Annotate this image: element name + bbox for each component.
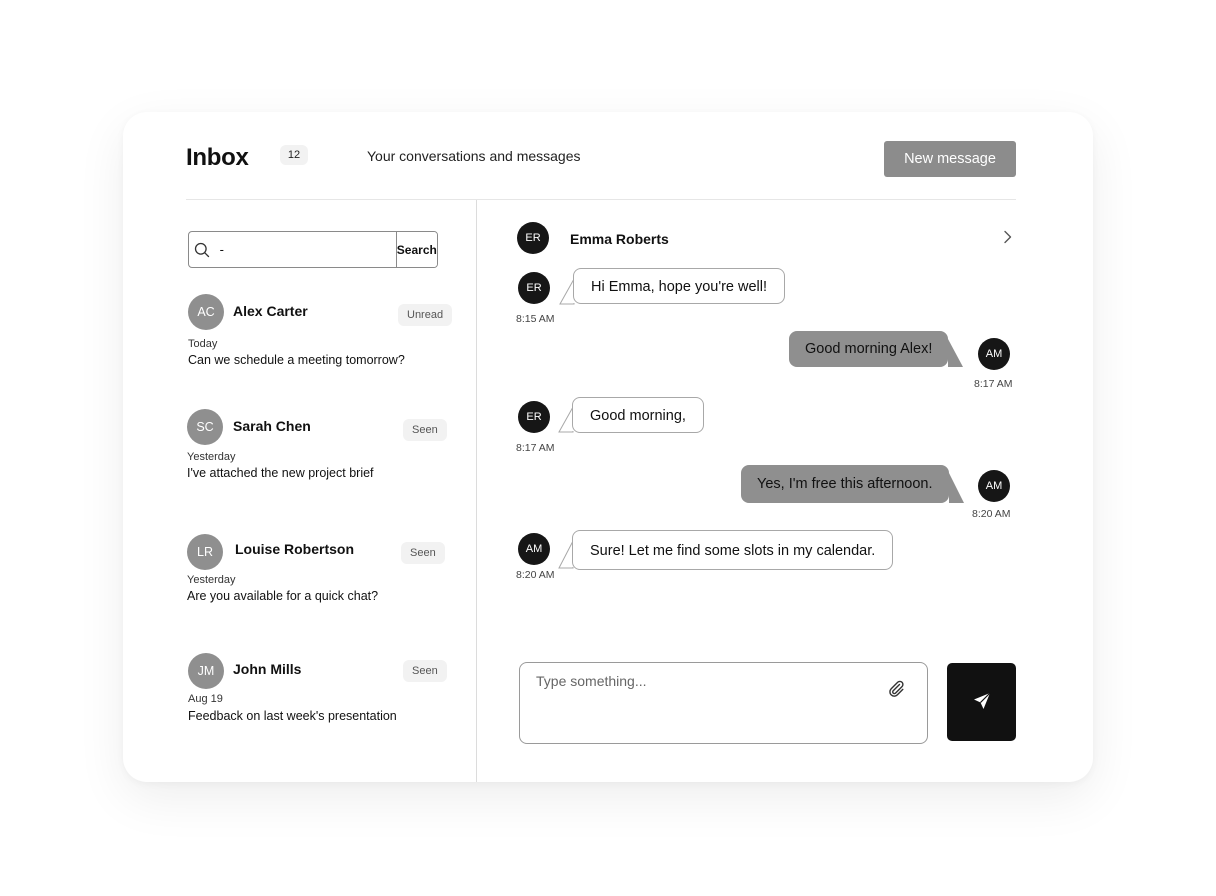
conversation-date: Today <box>188 338 218 350</box>
chat-contact-header[interactable] <box>517 221 1013 255</box>
send-button[interactable] <box>947 663 1016 741</box>
conversation-name: Alex Carter <box>233 303 308 319</box>
conversation-date: Yesterday <box>187 451 236 463</box>
contact-name: Emma Roberts <box>570 231 669 247</box>
message-bubble: Good morning, <box>572 397 704 433</box>
status-badge: Seen <box>401 542 445 564</box>
conversation-preview: I've attached the new project brief <box>187 466 374 480</box>
message-bubble: Hi Emma, hope you're well! <box>573 268 785 304</box>
message-avatar: ER <box>518 401 550 433</box>
search-button[interactable]: Search <box>396 232 437 267</box>
search-bar <box>188 231 438 268</box>
conversation-name: Sarah Chen <box>233 418 311 434</box>
message-bubble: Yes, I'm free this afternoon. <box>741 465 949 503</box>
conversation-date: Aug 19 <box>188 693 223 705</box>
conversation-name: Louise Robertson <box>235 541 355 557</box>
conversation-preview: Feedback on last week's presentation <box>188 709 397 723</box>
message-avatar: AM <box>978 470 1010 502</box>
message-composer <box>519 662 928 744</box>
message-avatar: AM <box>978 338 1010 370</box>
avatar: JM <box>188 653 224 689</box>
message-time: 8:15 AM <box>516 313 555 325</box>
status-badge: Seen <box>403 660 447 682</box>
message-time: 8:17 AM <box>974 378 1013 390</box>
status-badge: Unread <box>398 304 452 326</box>
status-badge: Seen <box>403 419 447 441</box>
page-title: Inbox <box>186 144 249 171</box>
chevron-right-icon <box>1003 230 1013 249</box>
message-time: 8:17 AM <box>516 442 555 454</box>
messaging-card <box>123 112 1093 782</box>
conversation-name: John Mills <box>233 661 302 677</box>
contact-avatar: ER <box>517 222 549 254</box>
column-divider <box>476 200 477 782</box>
avatar: AC <box>188 294 224 330</box>
message-avatar: ER <box>518 272 550 304</box>
conversation-preview: Are you available for a quick chat? <box>187 589 379 603</box>
search-input[interactable] <box>212 232 396 267</box>
conversation-date: Yesterday <box>187 574 236 586</box>
bubble-tail <box>949 473 965 503</box>
send-icon <box>972 691 992 714</box>
avatar: LR <box>187 534 223 570</box>
message-time: 8:20 AM <box>972 508 1011 520</box>
message-bubble: Sure! Let me find some slots in my calendar. <box>572 530 893 570</box>
message-avatar: AM <box>518 533 550 565</box>
message-input[interactable] <box>536 673 866 733</box>
bubble-tail <box>948 339 964 367</box>
page-subtitle: Your conversations and messages <box>367 148 581 164</box>
conversation-preview: Can we schedule a meeting tomorrow? <box>188 353 405 367</box>
paperclip-icon[interactable] <box>886 678 908 700</box>
message-time: 8:20 AM <box>516 569 555 581</box>
header-divider <box>186 199 1016 200</box>
avatar: SC <box>187 409 223 445</box>
unread-count-badge: 12 <box>280 145 308 165</box>
new-message-button[interactable]: New message <box>884 141 1016 177</box>
message-bubble: Good morning Alex! <box>789 331 948 367</box>
search-icon <box>189 232 212 267</box>
